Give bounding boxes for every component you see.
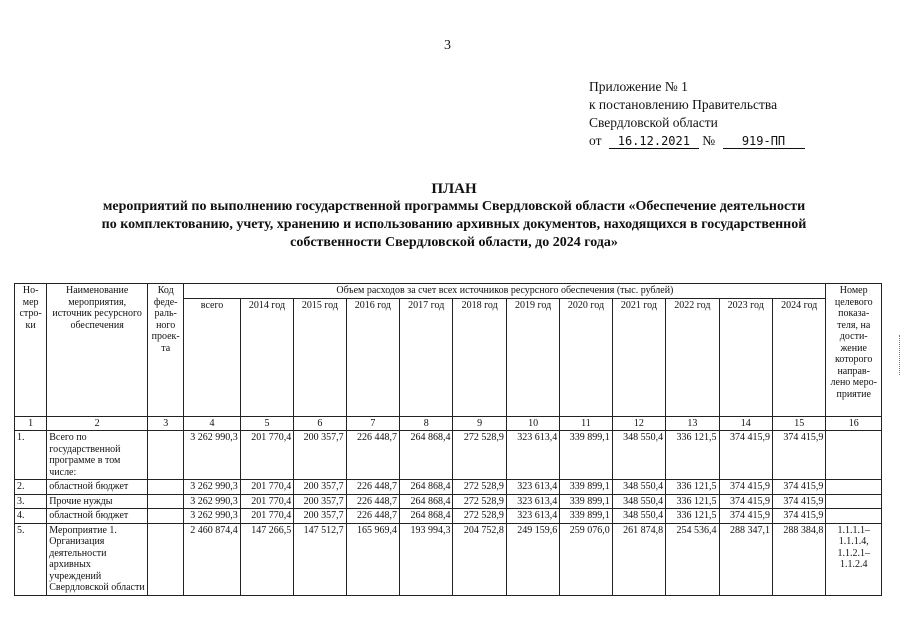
row-name: Мероприятие 1. Организация деятельности архивных учреждений Свердловской области	[47, 523, 148, 595]
row-value: 226 448,7	[346, 480, 399, 495]
row-name: Прочие нужды	[47, 494, 148, 509]
column-number: 15	[772, 416, 825, 431]
row-value: 339 899,1	[560, 509, 612, 524]
plan-heading: ПЛАН	[431, 181, 477, 197]
column-number: 13	[666, 416, 719, 431]
row-value: 259 076,0	[560, 523, 612, 595]
appendix-block	[589, 78, 805, 150]
row-value: 336 121,5	[666, 431, 719, 480]
header-year: 2015 год	[294, 298, 346, 416]
row-value: 348 550,4	[612, 494, 665, 509]
row-value: 323 613,4	[506, 494, 559, 509]
margin-mark	[899, 335, 902, 375]
row-code	[148, 480, 184, 495]
column-number: 16	[826, 416, 882, 431]
appendix-date-row	[589, 132, 805, 150]
row-value: 374 415,9	[772, 431, 825, 480]
column-number: 9	[453, 416, 506, 431]
plan-subtitle-1: мероприятий по выполнению государственной программы Свердловской области «Обеспечение деятельности	[102, 199, 806, 214]
header-year: 2023 год	[719, 298, 772, 416]
row-number: 1.	[15, 431, 47, 480]
row-indicator: 1.1.1.1– 1.1.1.4, 1.1.2.1– 1.1.2.4	[826, 523, 882, 595]
row-value: 374 415,9	[719, 494, 772, 509]
row-value: 226 448,7	[346, 431, 399, 480]
column-number: 10	[506, 416, 559, 431]
header-row-number: Но-мер стро-ки	[15, 284, 47, 417]
row-value: 272 528,9	[453, 431, 506, 480]
column-number: 12	[612, 416, 665, 431]
row-value: 374 415,9	[719, 431, 772, 480]
plan-table-body	[15, 431, 882, 596]
number-prefix: №	[702, 133, 716, 148]
header-indicator: Номер целевого показа-теля, на дости-жение которого направ-лено меро-приятие	[826, 284, 882, 417]
row-value: 261 874,8	[612, 523, 665, 595]
row-indicator	[826, 494, 882, 509]
row-value: 348 550,4	[612, 480, 665, 495]
header-year: всего	[184, 298, 240, 416]
row-value: 288 347,1	[719, 523, 772, 595]
row-number: 3.	[15, 494, 47, 509]
row-value: 264 868,4	[400, 431, 453, 480]
row-value: 3 262 990,3	[184, 494, 240, 509]
row-value: 272 528,9	[453, 509, 506, 524]
row-value: 374 415,9	[719, 480, 772, 495]
column-number: 8	[400, 416, 453, 431]
row-value: 288 384,8	[772, 523, 825, 595]
header-name: Наименование мероприятия, источник ресурсного обеспечения	[47, 284, 148, 417]
header-year: 2014 год	[240, 298, 293, 416]
column-number: 5	[240, 416, 293, 431]
table-row	[15, 431, 882, 480]
appendix-line-2: к постановлению Правительства	[589, 97, 778, 112]
row-value: 272 528,9	[453, 480, 506, 495]
row-value: 348 550,4	[612, 509, 665, 524]
header-year: 2024 год	[772, 298, 825, 416]
row-value: 264 868,4	[400, 480, 453, 495]
table-row	[15, 523, 882, 595]
table-row	[15, 509, 882, 524]
row-value: 264 868,4	[400, 509, 453, 524]
plan-subtitle-2: по комплектованию, учету, хранению и использованию архивных документов, находящихся в государственной	[101, 217, 807, 232]
row-number: 2.	[15, 480, 47, 495]
row-value: 336 121,5	[666, 480, 719, 495]
row-value: 200 357,7	[294, 431, 346, 480]
row-code	[148, 523, 184, 595]
row-value: 200 357,7	[294, 480, 346, 495]
row-number: 4.	[15, 509, 47, 524]
plan-subtitle-3: собственности Свердловской области, до 2024 года»	[290, 235, 618, 250]
row-value: 348 550,4	[612, 431, 665, 480]
page-number: 3	[444, 38, 451, 53]
row-value: 201 770,4	[240, 494, 293, 509]
decree-number: 919-ПП	[723, 134, 805, 149]
column-number: 14	[719, 416, 772, 431]
row-value: 323 613,4	[506, 509, 559, 524]
row-value: 201 770,4	[240, 509, 293, 524]
row-name: областной бюджет	[47, 480, 148, 495]
header-year: 2017 год	[400, 298, 453, 416]
column-number: 4	[184, 416, 240, 431]
row-code	[148, 431, 184, 480]
row-value: 374 415,9	[772, 494, 825, 509]
header-year: 2022 год	[666, 298, 719, 416]
row-value: 374 415,9	[772, 480, 825, 495]
column-number: 2	[47, 416, 148, 431]
row-indicator	[826, 480, 882, 495]
header-year: 2019 год	[506, 298, 559, 416]
column-number: 11	[560, 416, 612, 431]
row-value: 204 752,8	[453, 523, 506, 595]
column-number: 6	[294, 416, 346, 431]
row-value: 254 536,4	[666, 523, 719, 595]
decree-date: 16.12.2021	[609, 134, 699, 149]
row-value: 226 448,7	[346, 494, 399, 509]
row-value: 339 899,1	[560, 431, 612, 480]
header-code: Код феде-раль-ного проек-та	[148, 284, 184, 417]
table-row	[15, 494, 882, 509]
row-number: 5.	[15, 523, 47, 595]
row-value: 3 262 990,3	[184, 431, 240, 480]
appendix-line-1: Приложение № 1	[589, 79, 688, 94]
row-value: 323 613,4	[506, 431, 559, 480]
row-value: 3 262 990,3	[184, 480, 240, 495]
row-code	[148, 509, 184, 524]
row-value: 201 770,4	[240, 480, 293, 495]
plan-title	[40, 180, 868, 252]
row-value: 3 262 990,3	[184, 509, 240, 524]
row-value: 200 357,7	[294, 509, 346, 524]
plan-table	[14, 283, 882, 596]
row-value: 193 994,3	[400, 523, 453, 595]
row-value: 147 512,7	[294, 523, 346, 595]
row-value: 323 613,4	[506, 480, 559, 495]
row-indicator	[826, 509, 882, 524]
header-year: 2020 год	[560, 298, 612, 416]
row-value: 147 266,5	[240, 523, 293, 595]
header-year: 2016 год	[346, 298, 399, 416]
row-value: 226 448,7	[346, 509, 399, 524]
row-value: 2 460 874,4	[184, 523, 240, 595]
appendix-line-3: Свердловской области	[589, 115, 718, 130]
row-value: 272 528,9	[453, 494, 506, 509]
header-year: 2021 год	[612, 298, 665, 416]
row-value: 339 899,1	[560, 494, 612, 509]
column-number: 3	[148, 416, 184, 431]
row-value: 336 121,5	[666, 494, 719, 509]
row-value: 374 415,9	[772, 509, 825, 524]
row-value: 165 969,4	[346, 523, 399, 595]
row-value: 201 770,4	[240, 431, 293, 480]
row-value: 374 415,9	[719, 509, 772, 524]
row-indicator	[826, 431, 882, 480]
row-code	[148, 494, 184, 509]
column-number: 7	[346, 416, 399, 431]
row-name: областной бюджет	[47, 509, 148, 524]
row-value: 200 357,7	[294, 494, 346, 509]
row-value: 264 868,4	[400, 494, 453, 509]
date-prefix: от	[589, 133, 602, 148]
table-row	[15, 480, 882, 495]
row-value: 336 121,5	[666, 509, 719, 524]
row-name: Всего по государственной программе в том числе:	[47, 431, 148, 480]
column-number-row	[15, 416, 882, 431]
header-expenses: Объем расходов за счет всех источников ресурсного обеспечения (тыс. рублей)	[184, 284, 826, 299]
column-number: 1	[15, 416, 47, 431]
row-value: 249 159,6	[506, 523, 559, 595]
header-year: 2018 год	[453, 298, 506, 416]
row-value: 339 899,1	[560, 480, 612, 495]
